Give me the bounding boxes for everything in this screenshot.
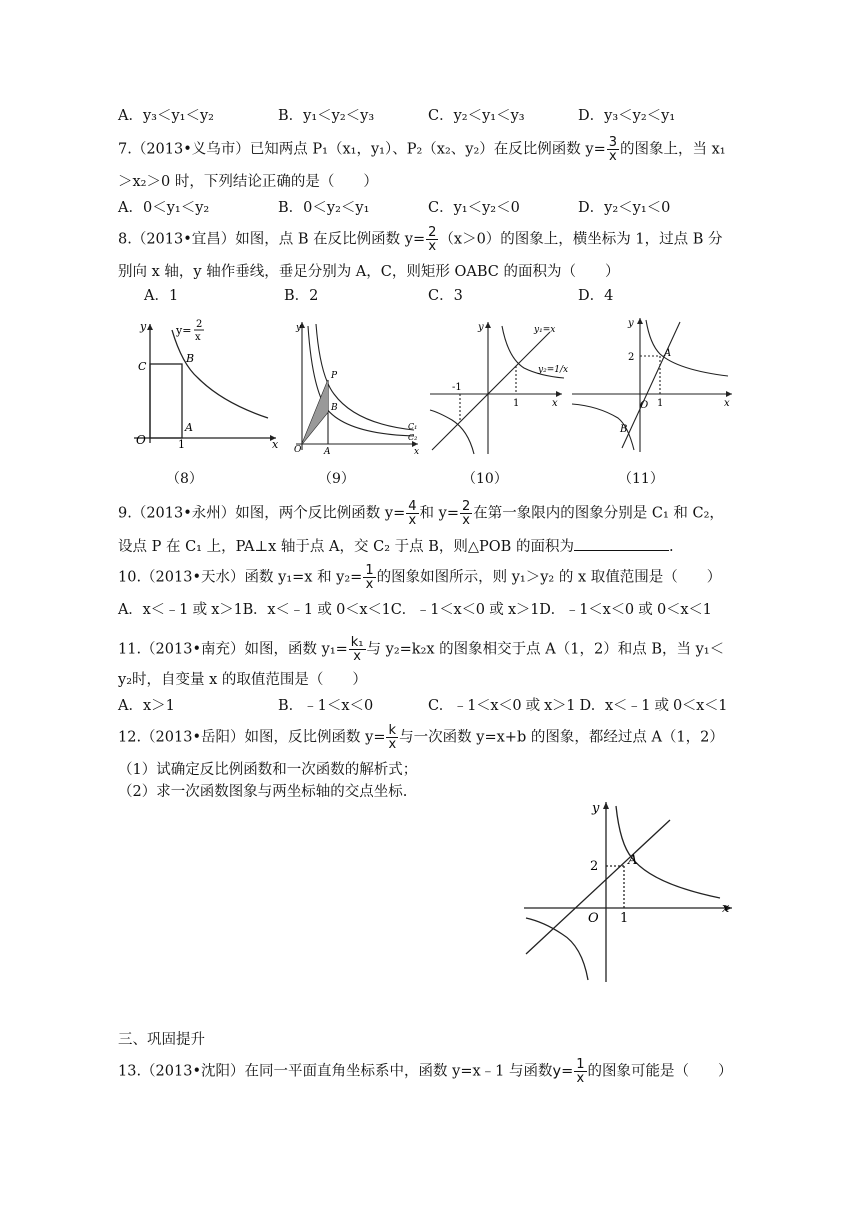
fig8-label-b: B (186, 352, 195, 365)
q12-frac-num: k (386, 724, 398, 738)
q9-line-1 (118, 500, 724, 527)
q7-fraction (607, 136, 619, 163)
figure-11 (568, 314, 736, 456)
fig9-label-c2: C₂ (408, 433, 418, 442)
q13-frac-den: x (576, 1071, 585, 1086)
q7-text-a: 7.（2013•义乌市）已知两点 P₁（x₁，y₁）、P₂（x₂、y₂）在反比例函数 y= (118, 141, 606, 158)
q12-fraction (386, 724, 398, 751)
caption-fig9: （9） (318, 471, 355, 487)
q8-line-1 (118, 226, 723, 253)
fig8-label-o: O (136, 433, 146, 447)
q9-line-2 (118, 536, 674, 557)
fig11-label-y: y (628, 318, 634, 329)
q6-option-b: B．y₁＜y₂＜y₃ (278, 108, 375, 124)
q11-fraction (349, 636, 366, 663)
q7-frac-den: x (609, 149, 617, 164)
q9-text-c: 设点 P 在 C₁ 上，PA⊥x 轴于点 A，交 C₂ 于点 B，则△POB 的面积为 (118, 539, 574, 555)
fig9-label-x: x (414, 447, 420, 456)
q6-option-d: D．y₃＜y₂＜y₁ (578, 108, 676, 124)
fig10-label-neg1: -1 (452, 382, 462, 393)
q11-text-b: 与 y₂=k₂x 的图象相交于点 A（1，2）和点 B，当 y₁＜ (366, 641, 725, 658)
q13-text-b: 的图象可能是（ ） (587, 1063, 733, 1080)
q11-frac-den: x (353, 649, 361, 664)
q12-text-b: 与一次函数 y=x+b 的图象，都经过点 A（1，2） (399, 729, 724, 746)
q10-frac-den: x (365, 577, 374, 592)
q13-prefix: y= (552, 1063, 574, 1080)
fig10-label-x: x (552, 398, 558, 409)
fig8-eq-prefix: y= (176, 324, 192, 337)
fig11-label-o: O (640, 400, 649, 411)
q8-text-a: 8.（2013•宜昌）如图，点 B 在反比例函数 y= (118, 231, 426, 248)
q7-line-2: ＞x₂＞0 时，下列结论正确的是（ ） (118, 174, 378, 190)
fig9-label-c1: C₁ (408, 422, 418, 431)
fig12-label-a: A (628, 853, 638, 868)
q7-option-d: D．y₂＜y₁＜0 (578, 200, 671, 216)
q8-fraction (426, 226, 438, 253)
q8-frac-num: 2 (428, 225, 437, 240)
q11-text-a: 11.（2013•南充）如图，函数 y₁= (118, 641, 348, 658)
q9-text-mid: 和 y= (419, 505, 459, 522)
q12-sub-1: （1）试确定反比例函数和一次函数的解析式； (118, 762, 418, 778)
fig8-eq-den: x (195, 332, 201, 343)
q9-frac1-den: x (408, 513, 417, 528)
fig9-curve-c2 (308, 326, 414, 436)
fig11-label-b: B (620, 424, 628, 435)
q13-frac-num: 1 (576, 1057, 585, 1072)
fig11-label-x: x (724, 398, 730, 409)
fig11-label-a: A (664, 348, 672, 359)
q12-sub-2: （2）求一次函数图象与两坐标轴的交点坐标. (118, 784, 408, 800)
caption-fig10: （10） (462, 471, 508, 487)
figure-12 (520, 796, 740, 986)
q7-text-b: 的图象上，当 x₁ (620, 141, 726, 158)
q11-frac-num: k₁ (350, 635, 364, 650)
fig12-label-o: O (588, 911, 599, 926)
q10-options: A．x＜﹣1 或 x＞1B．x＜﹣1 或 0＜x＜1C．﹣1＜x＜0 或 x＞1D．﹣1＜x＜0 或 0＜x＜1 (118, 602, 712, 618)
q6-option-a: A．y₃＜y₁＜y₂ (118, 108, 214, 124)
fig10-label-y: y (478, 322, 484, 333)
q12-line-1 (118, 724, 724, 751)
q11-line-2: y₂时，自变量 x 的取值范围是（ ） (118, 672, 367, 688)
fig10-line-y1 (432, 332, 550, 450)
fig9-label-b: B (331, 403, 338, 413)
q8-option-a: A．1 (144, 288, 179, 304)
q12-frac-den: x (388, 737, 397, 752)
fig9-label-p: P (331, 371, 338, 381)
q7-line-1 (118, 136, 726, 163)
fig12-label-1: 1 (620, 911, 629, 926)
fig12-label-x: x (722, 901, 730, 916)
q9-fraction-1 (406, 500, 418, 527)
q8-option-b: B．2 (284, 288, 319, 304)
q9-fraction-2 (460, 500, 472, 527)
caption-fig11: （11） (618, 471, 664, 487)
fig12-curve-q3 (526, 918, 588, 980)
q10-frac-num: 1 (365, 563, 374, 578)
q13-text-a: 13.（2013•沈阳）在同一平面直角坐标系中，函数 y=x﹣1 与函数 (118, 1063, 553, 1080)
q13-line-1 (118, 1058, 733, 1085)
fig8-label-y: y (140, 320, 147, 333)
q7-frac-num: 3 (608, 135, 618, 150)
q11-line-1 (118, 636, 724, 663)
q8-frac-den: x (428, 239, 437, 254)
q8-text-b: （x＞0）的图象上，横坐标为 1，过点 B 分 (439, 231, 723, 248)
q13-fraction (574, 1058, 586, 1085)
q7-option-c: C．y₁＜y₂＜0 (428, 200, 520, 216)
q8-option-c: C．3 (428, 288, 463, 304)
fig8-label-c: C (138, 360, 147, 373)
q9-text-b: 在第一象限内的图象分别是 C₁ 和 C₂， (473, 505, 724, 522)
fig12-line (526, 820, 670, 954)
fig9-label-o: O (294, 445, 302, 455)
q9-text-a: 9.（2013•永州）如图，两个反比例函数 y= (118, 505, 406, 522)
q9-text-d: . (668, 539, 674, 555)
q12-text-a: 12.（2013•岳阳）如图，反比例函数 y= (118, 729, 386, 746)
q9-frac1-num: 4 (408, 499, 417, 514)
q9-frac2-num: 2 (461, 499, 471, 514)
fig8-label-1: 1 (178, 438, 185, 448)
fig10-label-y2: y₂=1/x (538, 365, 568, 375)
q8-line-2: 别向 x 轴，y 轴作垂线，垂足分别为 A，C，则矩形 OABC 的面积为（ ） (118, 264, 620, 280)
fig8-curve (172, 330, 268, 418)
caption-fig8: （8） (166, 471, 203, 487)
fig10-curve-y2-q3 (430, 410, 474, 454)
q10-text-a: 10.（2013•天水）函数 y₁=x 和 y₂= (118, 569, 363, 586)
fig8-eq-num: 2 (196, 319, 203, 330)
q10-text-b: 的图象如图所示，则 y₁＞y₂ 的 x 取值范围是（ ） (376, 569, 722, 586)
fig9-label-y: y (296, 323, 302, 333)
fig11-label-1: 1 (657, 398, 664, 409)
fig10-label-1: 1 (513, 398, 520, 409)
fig11-line-y2 (622, 322, 680, 448)
q7-option-a: A．0＜y₁＜y₂ (118, 200, 210, 216)
q11-option-b: B．﹣1＜x＜0 (278, 698, 374, 714)
section-3-heading: 三、巩固提升 (118, 1032, 205, 1048)
fig10-label-y1: y₁=x (534, 325, 556, 335)
fig11-curve-q1 (646, 320, 728, 376)
q6-option-c: C．y₂＜y₁＜y₃ (428, 108, 525, 124)
q8-option-d: D．4 (578, 288, 614, 304)
fig11-label-2: 2 (628, 352, 635, 363)
q10-fraction (363, 564, 375, 591)
q11-option-a: A．x＞1 (118, 698, 175, 714)
q9-frac2-den: x (462, 513, 470, 528)
fig9-label-a: A (324, 447, 331, 456)
q9-answer-blank[interactable] (574, 536, 669, 551)
fig8-label-x: x (272, 438, 279, 448)
q11-option-cd: C．﹣1＜x＜0 或 x＞1 D．x＜﹣1 或 0＜x＜1 (428, 698, 728, 714)
q7-option-b: B．0＜y₂＜y₁ (278, 200, 370, 216)
fig12-curve-q1 (616, 806, 720, 898)
fig12-label-2: 2 (590, 859, 599, 874)
fig12-label-y: y (592, 801, 600, 816)
fig8-label-a: A (185, 421, 193, 434)
figure-8 (128, 318, 280, 448)
figure-9 (286, 316, 422, 456)
fig8-rectangle-oabc (150, 364, 182, 438)
figure-10 (428, 318, 568, 456)
q10-line-1 (118, 564, 721, 591)
